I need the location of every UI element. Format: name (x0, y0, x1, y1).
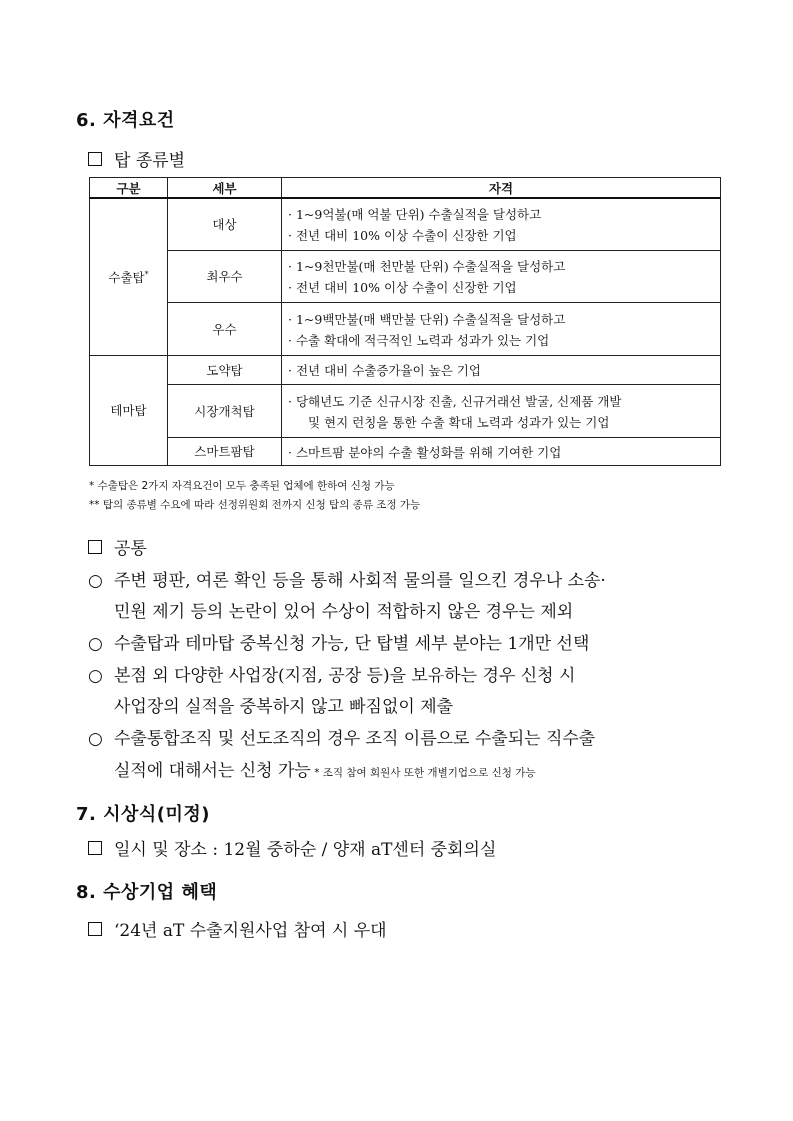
table-row (90, 250, 721, 302)
footnote-1: * 수출탑은 2가지 자격요건이 모두 충족된 업체에 한하여 신청 가능 (89, 480, 395, 492)
detail-cell: 스마트팜탑 (168, 437, 282, 465)
checkbox-square-icon (88, 922, 102, 936)
table-header-row (90, 178, 721, 199)
list-item-continuation: 민원 제기 등의 논란이 있어 수상이 적합하지 않은 경우는 제외 (114, 602, 574, 622)
footnote-2: ** 탑의 종류별 수요에 따라 선정위원회 전까지 신청 탑의 종류 조정 가능 (89, 499, 421, 511)
section-6-title: 6. 자격요건 (76, 110, 175, 131)
detail-cell: 최우수 (168, 250, 282, 302)
list-item: ○ 본점 외 다양한 사업장(지점, 공장 등)을 보유하는 경우 신청 시 (88, 666, 576, 686)
qualification-table (89, 177, 721, 466)
section-7-title: 7. 시상식(미정) (76, 804, 211, 825)
header-qualification: 자격 (282, 178, 721, 199)
table-row (90, 198, 721, 250)
footnote-mark: * (144, 269, 149, 279)
circle-bullet-icon: ○ (88, 634, 103, 654)
list-item: ○ 수출탑과 테마탑 중복신청 가능, 단 탑별 세부 분야는 1개만 선택 (88, 634, 590, 654)
qualification-cell: · 당해년도 기준 신규시장 진출, 신규거래선 발굴, 신제품 개발 및 현지 런칭을 통한 수출 확대 노력과 성과가 있는 기업 (282, 384, 721, 437)
qualification-cell: · 전년 대비 수출증가율이 높은 기업 (282, 355, 721, 384)
subsection-type-label: 탑 종류별 (114, 151, 186, 171)
detail-cell: 대상 (168, 198, 282, 250)
list-item: ○ 수출통합조직 및 선도조직의 경우 조직 이름으로 수출되는 직수출 (88, 729, 596, 749)
header-detail: 세부 (168, 178, 282, 199)
category-theme-tower: 테마탑 (90, 355, 168, 465)
category-export-tower: 수출탑* (90, 198, 168, 355)
table-row (90, 384, 721, 437)
inline-note: * 조직 참여 회원사 또한 개별기업으로 신청 가능 (310, 767, 536, 779)
detail-cell: 우수 (168, 302, 282, 355)
qualification-cell: · 1~9억불(매 억불 단위) 수출실적을 달성하고 · 전년 대비 10% 이상 수출이 신장한 기업 (282, 198, 721, 250)
section-8-title: 8. 수상기업 혜택 (76, 882, 218, 903)
qualification-cell: · 스마트팜 분야의 수출 활성화를 위해 기여한 기업 (282, 437, 721, 465)
list-item: ○ 주변 평판, 여론 확인 등을 통해 사회적 물의를 일으킨 경우나 소송· (88, 571, 606, 591)
circle-bullet-icon: ○ (88, 571, 103, 591)
table-row (90, 302, 721, 355)
subsection-common (88, 534, 147, 559)
list-item-continuation: 실적에 대해서는 신청 가능 * 조직 참여 회원사 또한 개별기업으로 신청 가능 (114, 761, 536, 781)
qualification-cell: · 1~9천만불(매 천만불 단위) 수출실적을 달성하고 · 전년 대비 10% 이상 수출이 신장한 기업 (282, 250, 721, 302)
ceremony-item (88, 835, 496, 860)
circle-bullet-icon: ○ (88, 729, 103, 749)
qualification-cell: · 1~9백만불(매 백만불 단위) 수출실적을 달성하고 · 수출 확대에 적극적인 노력과 성과가 있는 기업 (282, 302, 721, 355)
table-row (90, 437, 721, 465)
list-item-continuation: 사업장의 실적을 중복하지 않고 빠짐없이 제출 (114, 697, 454, 717)
benefit-item (88, 916, 387, 941)
table-row (90, 355, 721, 384)
checkbox-square-icon (88, 841, 102, 855)
detail-cell: 시장개척탑 (168, 384, 282, 437)
detail-cell: 도약탑 (168, 355, 282, 384)
benefit-info: ‘24년 aT 수출지원사업 참여 시 우대 (114, 921, 387, 941)
checkbox-square-icon (88, 540, 102, 554)
header-category: 구분 (90, 178, 168, 199)
checkbox-square-icon (88, 152, 102, 166)
subsection-type (88, 146, 185, 171)
subsection-common-label: 공통 (114, 539, 147, 559)
ceremony-info: 일시 및 장소 : 12월 중하순 / 양재 aT센터 중회의실 (114, 840, 497, 860)
circle-bullet-icon: ○ (88, 666, 103, 686)
